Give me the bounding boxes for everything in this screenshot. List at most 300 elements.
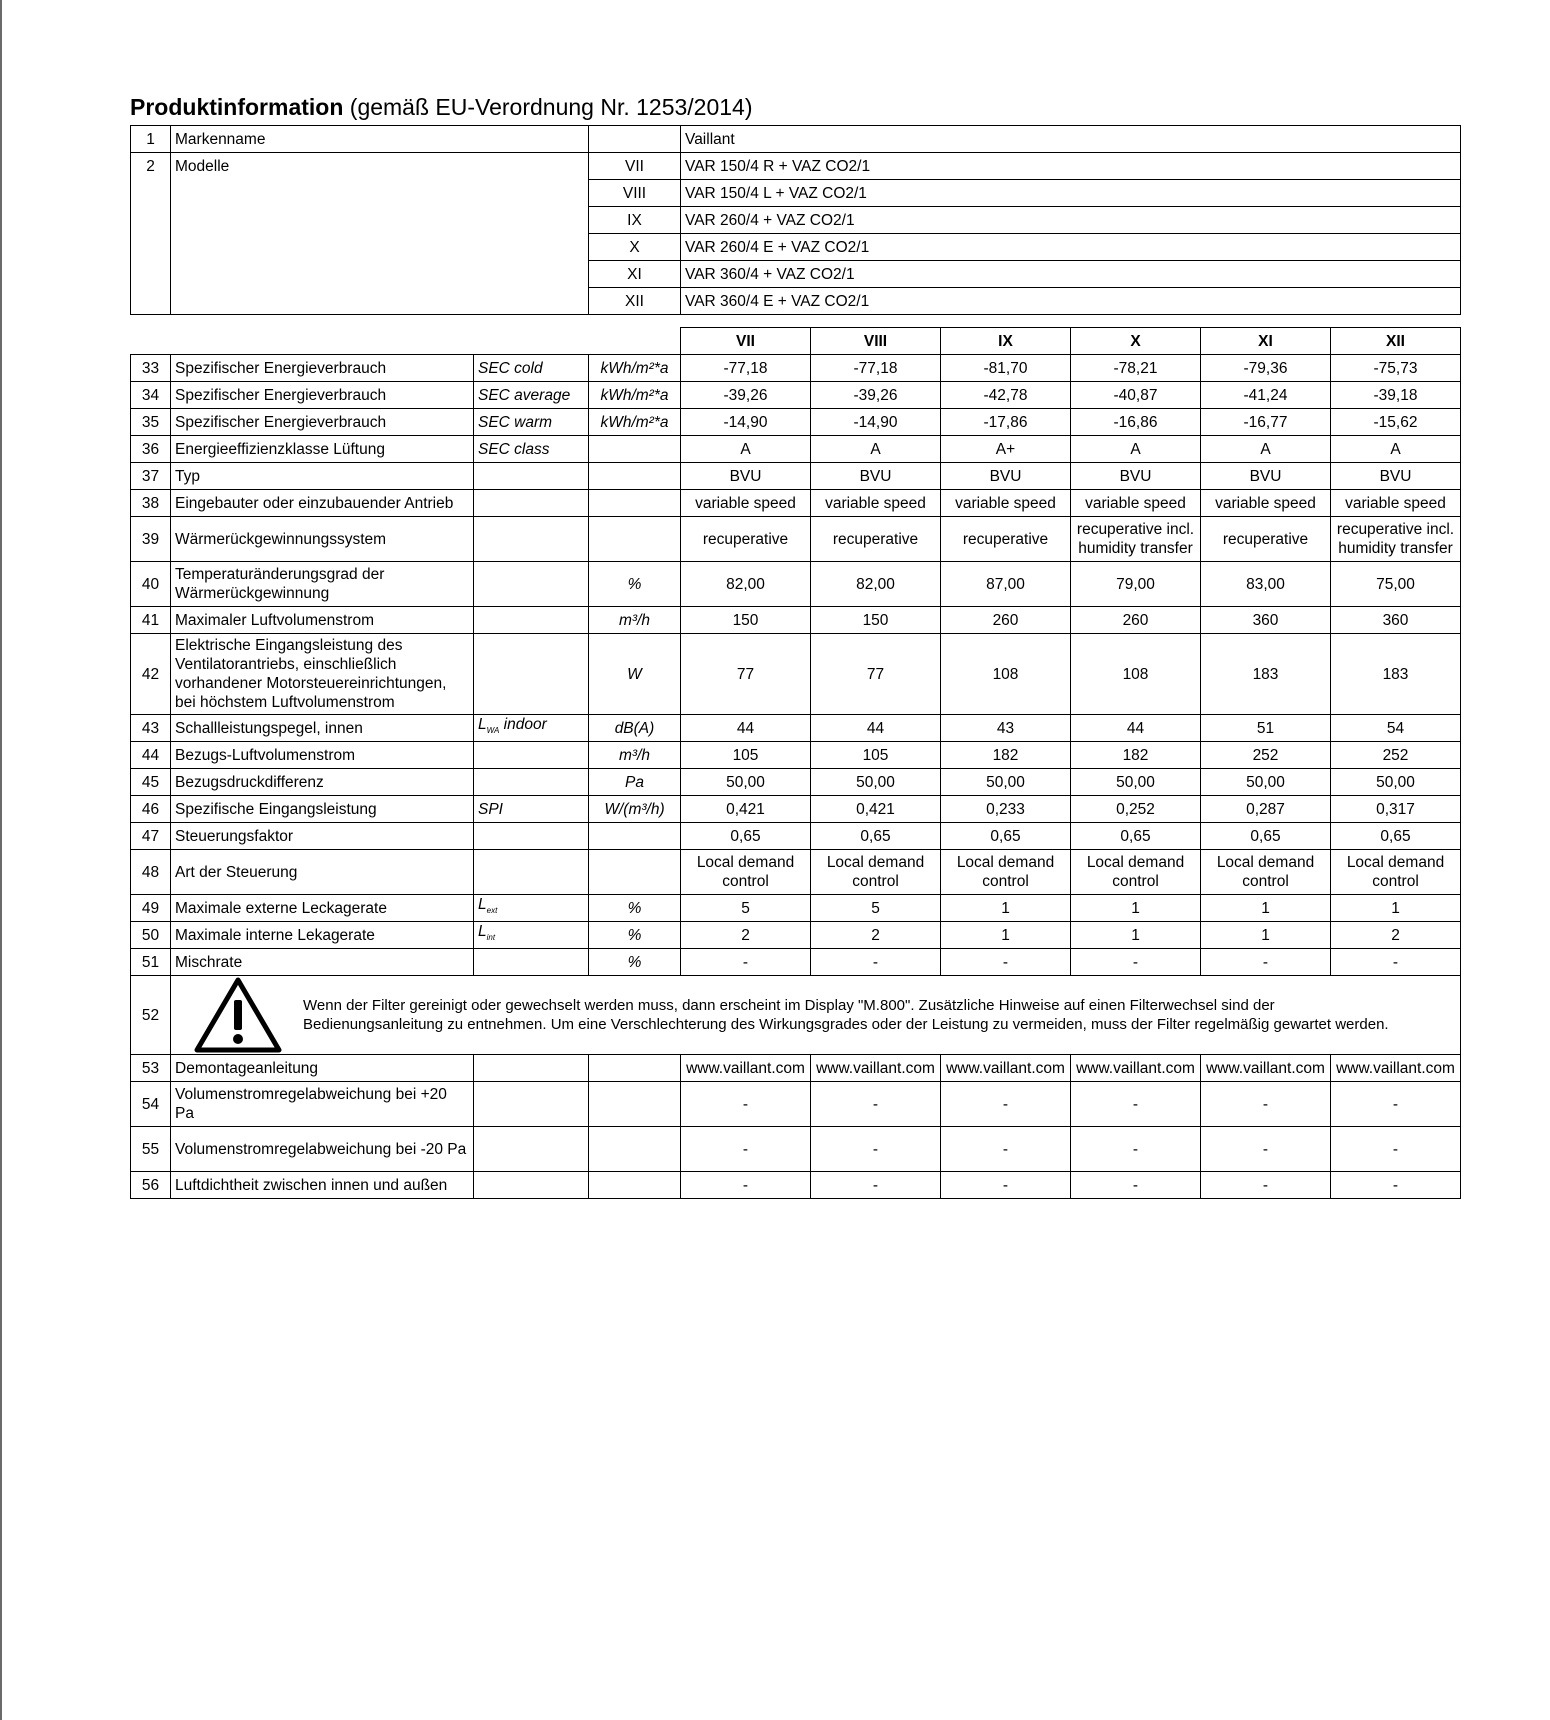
row-label: Maximaler Luftvolumenstrom — [171, 607, 474, 634]
technical-data-table — [130, 327, 1461, 1199]
model-name: VAR 260/4 E + VAZ CO2/1 — [681, 234, 1461, 261]
value-cell: 77 — [811, 634, 941, 715]
value-cell: - — [681, 1082, 811, 1127]
row-number: 48 — [131, 850, 171, 895]
title-regulation: (gemäß EU-Verordnung Nr. 1253/2014) — [343, 94, 753, 120]
row-number: 50 — [131, 922, 171, 949]
row-number: 2 — [131, 153, 171, 315]
row-unit — [589, 436, 681, 463]
value-cell: - — [1201, 1082, 1331, 1127]
table-row — [131, 436, 1461, 463]
row-unit: kWh/m²*a — [589, 355, 681, 382]
value-cell: 83,00 — [1201, 562, 1331, 607]
row-unit — [589, 463, 681, 490]
symbol-suffix: indoor — [499, 716, 547, 734]
row-unit: % — [589, 922, 681, 949]
value-cell: BVU — [1331, 463, 1461, 490]
model-code: XII — [589, 288, 681, 315]
row-label: Maximale externe Leckagerate — [171, 895, 474, 922]
row-label: Temperaturänderungsgrad der Wärmerückgewinnung — [171, 562, 474, 607]
value-cell: 0,65 — [1331, 823, 1461, 850]
value-cell: -17,86 — [941, 409, 1071, 436]
table-row — [131, 517, 1461, 562]
value-cell: 105 — [681, 742, 811, 769]
warning-content — [175, 976, 1456, 1054]
row-label: Modelle — [171, 153, 589, 315]
row-label: Wärmerückgewinnungssystem — [171, 517, 474, 562]
value-cell: - — [941, 1082, 1071, 1127]
value-cell: Local demand control — [811, 850, 941, 895]
row-unit: m³/h — [589, 742, 681, 769]
row-number: 40 — [131, 562, 171, 607]
value-cell: 0,233 — [941, 796, 1071, 823]
value-cell: 1 — [1071, 922, 1201, 949]
column-header: VII — [681, 328, 811, 355]
table-row — [131, 823, 1461, 850]
value-cell: - — [681, 1172, 811, 1199]
value-cell: - — [1201, 1172, 1331, 1199]
value-cell: 5 — [681, 895, 811, 922]
website-link[interactable]: www.vaillant.com — [941, 1055, 1071, 1082]
row-number: 47 — [131, 823, 171, 850]
value-cell: 1 — [1331, 895, 1461, 922]
symbol-base: L — [478, 923, 487, 941]
row-symbol — [474, 463, 589, 490]
value-cell: A — [1071, 436, 1201, 463]
symbol-subscript: WA — [486, 726, 500, 736]
row-number: 49 — [131, 895, 171, 922]
row-number: 45 — [131, 769, 171, 796]
row-symbol — [474, 949, 589, 976]
value-cell: -81,70 — [941, 355, 1071, 382]
value-cell: variable speed — [811, 490, 941, 517]
value-cell: 183 — [1201, 634, 1331, 715]
value-cell: - — [811, 1082, 941, 1127]
value-cell: - — [811, 1127, 941, 1172]
value-cell: 252 — [1201, 742, 1331, 769]
value-cell: -39,26 — [811, 382, 941, 409]
symbol-base: L — [478, 716, 487, 734]
value-cell: recuperative — [811, 517, 941, 562]
row-symbol: SEC cold — [474, 355, 589, 382]
column-header: VIII — [811, 328, 941, 355]
table-row — [131, 355, 1461, 382]
row-symbol — [474, 490, 589, 517]
table-row — [131, 607, 1461, 634]
model-name: VAR 150/4 R + VAZ CO2/1 — [681, 153, 1461, 180]
row-number: 37 — [131, 463, 171, 490]
value-cell: 0,65 — [1201, 823, 1331, 850]
value-cell: -39,26 — [681, 382, 811, 409]
row-number: 34 — [131, 382, 171, 409]
value-cell: 0,421 — [811, 796, 941, 823]
value-cell: -77,18 — [811, 355, 941, 382]
table-row — [131, 562, 1461, 607]
row-label: Bezugsdruckdifferenz — [171, 769, 474, 796]
table-row — [131, 715, 1461, 742]
table-row — [131, 949, 1461, 976]
value-cell: -41,24 — [1201, 382, 1331, 409]
value-cell: - — [681, 1127, 811, 1172]
value-cell: A — [1201, 436, 1331, 463]
value-cell: -14,90 — [811, 409, 941, 436]
table-row — [131, 1055, 1461, 1082]
value-cell: -79,36 — [1201, 355, 1331, 382]
value-cell: Local demand control — [681, 850, 811, 895]
row-symbol — [474, 562, 589, 607]
row-label: Bezugs-Luftvolumenstrom — [171, 742, 474, 769]
value-cell: recuperative incl. humidity transfer — [1071, 517, 1201, 562]
row-unit — [589, 823, 681, 850]
table-row — [131, 769, 1461, 796]
empty-cell — [474, 1127, 589, 1172]
value-cell: - — [811, 1172, 941, 1199]
empty-cell — [474, 1055, 589, 1082]
value-cell: 360 — [1331, 607, 1461, 634]
value-cell: -16,77 — [1201, 409, 1331, 436]
header-spacer — [131, 328, 681, 355]
table-row — [131, 742, 1461, 769]
row-symbol — [474, 517, 589, 562]
row-unit: W/(m³/h) — [589, 796, 681, 823]
row-number: 56 — [131, 1172, 171, 1199]
table-row — [131, 463, 1461, 490]
row-label: Spezifischer Energieverbrauch — [171, 355, 474, 382]
row-label: Spezifischer Energieverbrauch — [171, 409, 474, 436]
value-cell: - — [1331, 1172, 1461, 1199]
row-number: 38 — [131, 490, 171, 517]
value-cell: 82,00 — [811, 562, 941, 607]
row-label: Volumenstromregelabweichung bei +20 Pa — [171, 1082, 474, 1127]
value-cell: - — [941, 1172, 1071, 1199]
value-cell: 50,00 — [1071, 769, 1201, 796]
value-cell: 182 — [1071, 742, 1201, 769]
value-cell: - — [941, 949, 1071, 976]
value-cell: 44 — [1071, 715, 1201, 742]
value-cell: 54 — [1331, 715, 1461, 742]
row-number: 55 — [131, 1127, 171, 1172]
table-row — [131, 409, 1461, 436]
row-number: 44 — [131, 742, 171, 769]
value-cell: A+ — [941, 436, 1071, 463]
value-cell: 79,00 — [1071, 562, 1201, 607]
value-cell: - — [681, 949, 811, 976]
value-cell: -75,73 — [1331, 355, 1461, 382]
symbol-subscript: int — [486, 933, 496, 943]
symbol-subscript: ext — [486, 906, 498, 916]
table-row — [131, 634, 1461, 715]
website-link[interactable]: www.vaillant.com — [811, 1055, 941, 1082]
value-cell: 77 — [681, 634, 811, 715]
value-cell: 1 — [1201, 895, 1331, 922]
row-label: Art der Steuerung — [171, 850, 474, 895]
value-cell: variable speed — [681, 490, 811, 517]
value-cell: 0,65 — [681, 823, 811, 850]
value-cell: -40,87 — [1071, 382, 1201, 409]
brand-models-table — [130, 125, 1461, 315]
row-number: 39 — [131, 517, 171, 562]
value-cell: BVU — [1071, 463, 1201, 490]
row-label: Energieeffizienzklasse Lüftung — [171, 436, 474, 463]
warning-row — [131, 976, 1461, 1055]
value-cell: variable speed — [1201, 490, 1331, 517]
empty-cell — [589, 1127, 681, 1172]
table-row — [131, 922, 1461, 949]
row-symbol — [474, 850, 589, 895]
empty-cell — [474, 1172, 589, 1199]
row-symbol: SEC class — [474, 436, 589, 463]
row-symbol: SEC average — [474, 382, 589, 409]
row-label: Elektrische Eingangsleistung des Ventilatorantriebs, einschließlich vorhandener Motorsteuereinrichtungen, bei höchstem Luftvolumenstrom — [171, 634, 474, 715]
value-cell: 1 — [941, 922, 1071, 949]
table-row — [131, 490, 1461, 517]
column-header: IX — [941, 328, 1071, 355]
model-name: VAR 150/4 L + VAZ CO2/1 — [681, 180, 1461, 207]
value-cell: 360 — [1201, 607, 1331, 634]
value-cell: variable speed — [1331, 490, 1461, 517]
row-symbol — [474, 823, 589, 850]
column-header-row — [131, 328, 1461, 355]
row-number: 52 — [131, 976, 171, 1055]
website-link[interactable]: www.vaillant.com — [1201, 1055, 1331, 1082]
value-cell: - — [1071, 1172, 1201, 1199]
row-unit — [589, 517, 681, 562]
value-cell: 1 — [941, 895, 1071, 922]
row-label: Maximale interne Lekagerate — [171, 922, 474, 949]
value-cell: 260 — [1071, 607, 1201, 634]
value-cell: recuperative incl. humidity transfer — [1331, 517, 1461, 562]
value-cell: variable speed — [941, 490, 1071, 517]
symbol-base: L — [478, 896, 487, 914]
value-cell: -15,62 — [1331, 409, 1461, 436]
value-cell: 51 — [1201, 715, 1331, 742]
value-cell: 82,00 — [681, 562, 811, 607]
value-cell: 50,00 — [681, 769, 811, 796]
row-symbol — [474, 607, 589, 634]
value-cell: 44 — [681, 715, 811, 742]
value-cell: - — [1331, 949, 1461, 976]
row-label: Mischrate — [171, 949, 474, 976]
value-cell: 108 — [941, 634, 1071, 715]
value-cell: 2 — [681, 922, 811, 949]
empty-cell — [474, 1082, 589, 1127]
value-cell: 50,00 — [1201, 769, 1331, 796]
value-cell: A — [1331, 436, 1461, 463]
value-cell: - — [1071, 1127, 1201, 1172]
value-cell: 5 — [811, 895, 941, 922]
value-cell: recuperative — [681, 517, 811, 562]
row-unit: m³/h — [589, 607, 681, 634]
value-cell: - — [811, 949, 941, 976]
row-symbol: SEC warm — [474, 409, 589, 436]
table-row — [131, 895, 1461, 922]
row-symbol — [474, 895, 589, 922]
value-cell: 260 — [941, 607, 1071, 634]
row-unit — [589, 490, 681, 517]
row-number: 33 — [131, 355, 171, 382]
value-cell: 50,00 — [1331, 769, 1461, 796]
warning-triangle-icon — [193, 976, 283, 1054]
value-cell: -77,18 — [681, 355, 811, 382]
column-header: XII — [1331, 328, 1461, 355]
row-label: Typ — [171, 463, 474, 490]
model-name: VAR 360/4 E + VAZ CO2/1 — [681, 288, 1461, 315]
value-cell: 182 — [941, 742, 1071, 769]
row-label: Markenname — [171, 126, 589, 153]
value-cell: A — [681, 436, 811, 463]
row-number: 41 — [131, 607, 171, 634]
table-row — [131, 850, 1461, 895]
row-label: Spezifische Eingangsleistung — [171, 796, 474, 823]
row-number: 51 — [131, 949, 171, 976]
value-cell: 0,252 — [1071, 796, 1201, 823]
page-left-edge — [0, 0, 2, 1720]
value-cell: - — [1331, 1082, 1461, 1127]
row-symbol: SPI — [474, 796, 589, 823]
empty-cell — [589, 1172, 681, 1199]
row-label: Volumenstromregelabweichung bei -20 Pa — [171, 1127, 474, 1172]
value-cell: A — [811, 436, 941, 463]
value-cell: 0,317 — [1331, 796, 1461, 823]
row-unit: W — [589, 634, 681, 715]
row-label: Luftdichtheit zwischen innen und außen — [171, 1172, 474, 1199]
value-cell: Local demand control — [1071, 850, 1201, 895]
table-row — [131, 126, 1461, 153]
website-link[interactable]: www.vaillant.com — [681, 1055, 811, 1082]
row-unit: % — [589, 895, 681, 922]
row-label: Demontageanleitung — [171, 1055, 474, 1082]
row-symbol — [474, 742, 589, 769]
warning-text: Wenn der Filter gereinigt oder gewechselt werden muss, dann erscheint im Display "M.800". Zusätzliche Hinweise auf einen Filterwechsel sind der Bedienungsanleitung zu entnehmen. Um eine Verschlechterung des Wirkungsgrades oder der Leistung zu vermeiden, muss der Filter regelmäßig gewartet werden. — [303, 997, 1389, 1033]
table-row — [131, 796, 1461, 823]
row-label: Eingebauter oder einzubauender Antrieb — [171, 490, 474, 517]
row-unit: Pa — [589, 769, 681, 796]
value-cell: 0,65 — [811, 823, 941, 850]
value-cell: -78,21 — [1071, 355, 1201, 382]
value-cell: 0,65 — [941, 823, 1071, 850]
row-unit — [589, 850, 681, 895]
value-cell: 2 — [811, 922, 941, 949]
value-cell: 150 — [681, 607, 811, 634]
row-number: 35 — [131, 409, 171, 436]
value-cell: 1 — [1071, 895, 1201, 922]
row-label: Schallleistungspegel, innen — [171, 715, 474, 742]
column-header: X — [1071, 328, 1201, 355]
row-number: 54 — [131, 1082, 171, 1127]
value-cell: recuperative — [941, 517, 1071, 562]
value-cell: - — [1201, 1127, 1331, 1172]
value-cell: 0,421 — [681, 796, 811, 823]
value-cell: 43 — [941, 715, 1071, 742]
value-cell: BVU — [681, 463, 811, 490]
value-cell: 252 — [1331, 742, 1461, 769]
value-cell: 87,00 — [941, 562, 1071, 607]
value-cell: 0,287 — [1201, 796, 1331, 823]
row-number: 36 — [131, 436, 171, 463]
empty-cell — [589, 1055, 681, 1082]
value-cell: variable speed — [1071, 490, 1201, 517]
value-cell: Local demand control — [1201, 850, 1331, 895]
value-cell: 183 — [1331, 634, 1461, 715]
column-header: XI — [1201, 328, 1331, 355]
website-link[interactable]: www.vaillant.com — [1071, 1055, 1201, 1082]
table-row — [131, 153, 1461, 180]
value-cell: 0,65 — [1071, 823, 1201, 850]
value-cell: 50,00 — [941, 769, 1071, 796]
model-code: X — [589, 234, 681, 261]
value-cell: Local demand control — [941, 850, 1071, 895]
table-row — [131, 382, 1461, 409]
table-row — [131, 1082, 1461, 1127]
value-cell: 1 — [1201, 922, 1331, 949]
warning-cell — [171, 976, 1461, 1055]
value-cell: BVU — [941, 463, 1071, 490]
row-unit: dB(A) — [589, 715, 681, 742]
value-cell: -14,90 — [681, 409, 811, 436]
value-cell: 150 — [811, 607, 941, 634]
value-cell: - — [941, 1127, 1071, 1172]
model-code: VIII — [589, 180, 681, 207]
row-number: 53 — [131, 1055, 171, 1082]
value-cell: - — [1201, 949, 1331, 976]
row-unit: % — [589, 949, 681, 976]
value-cell: 2 — [1331, 922, 1461, 949]
value-cell: BVU — [811, 463, 941, 490]
row-symbol — [474, 769, 589, 796]
value-cell: BVU — [1201, 463, 1331, 490]
value-cell: -39,18 — [1331, 382, 1461, 409]
value-cell: 44 — [811, 715, 941, 742]
row-unit: % — [589, 562, 681, 607]
value-cell: 108 — [1071, 634, 1201, 715]
value-cell: recuperative — [1201, 517, 1331, 562]
value-cell: -42,78 — [941, 382, 1071, 409]
row-symbol — [474, 922, 589, 949]
value-cell: - — [1331, 1127, 1461, 1172]
model-code: VII — [589, 153, 681, 180]
row-symbol — [474, 634, 589, 715]
model-code: XI — [589, 261, 681, 288]
value-cell: - — [1071, 949, 1201, 976]
model-name: VAR 260/4 + VAZ CO2/1 — [681, 207, 1461, 234]
row-number: 1 — [131, 126, 171, 153]
row-label: Steuerungsfaktor — [171, 823, 474, 850]
model-name: VAR 360/4 + VAZ CO2/1 — [681, 261, 1461, 288]
value-cell: 105 — [811, 742, 941, 769]
empty-cell — [589, 1082, 681, 1127]
value-cell: 50,00 — [811, 769, 941, 796]
row-number: 43 — [131, 715, 171, 742]
table-row — [131, 1127, 1461, 1172]
brand-value: Vaillant — [681, 126, 1461, 153]
row-number: 46 — [131, 796, 171, 823]
row-number: 42 — [131, 634, 171, 715]
value-cell: 75,00 — [1331, 562, 1461, 607]
empty-cell — [589, 126, 681, 153]
value-cell: -16,86 — [1071, 409, 1201, 436]
title-bold: Produktinformation — [130, 94, 344, 120]
row-unit: kWh/m²*a — [589, 382, 681, 409]
model-code: IX — [589, 207, 681, 234]
table-row — [131, 1172, 1461, 1199]
page-title — [130, 94, 753, 121]
row-symbol — [474, 715, 589, 742]
row-label: Spezifischer Energieverbrauch — [171, 382, 474, 409]
value-cell: - — [1071, 1082, 1201, 1127]
website-link[interactable]: www.vaillant.com — [1331, 1055, 1461, 1082]
value-cell: Local demand control — [1331, 850, 1461, 895]
row-unit: kWh/m²*a — [589, 409, 681, 436]
